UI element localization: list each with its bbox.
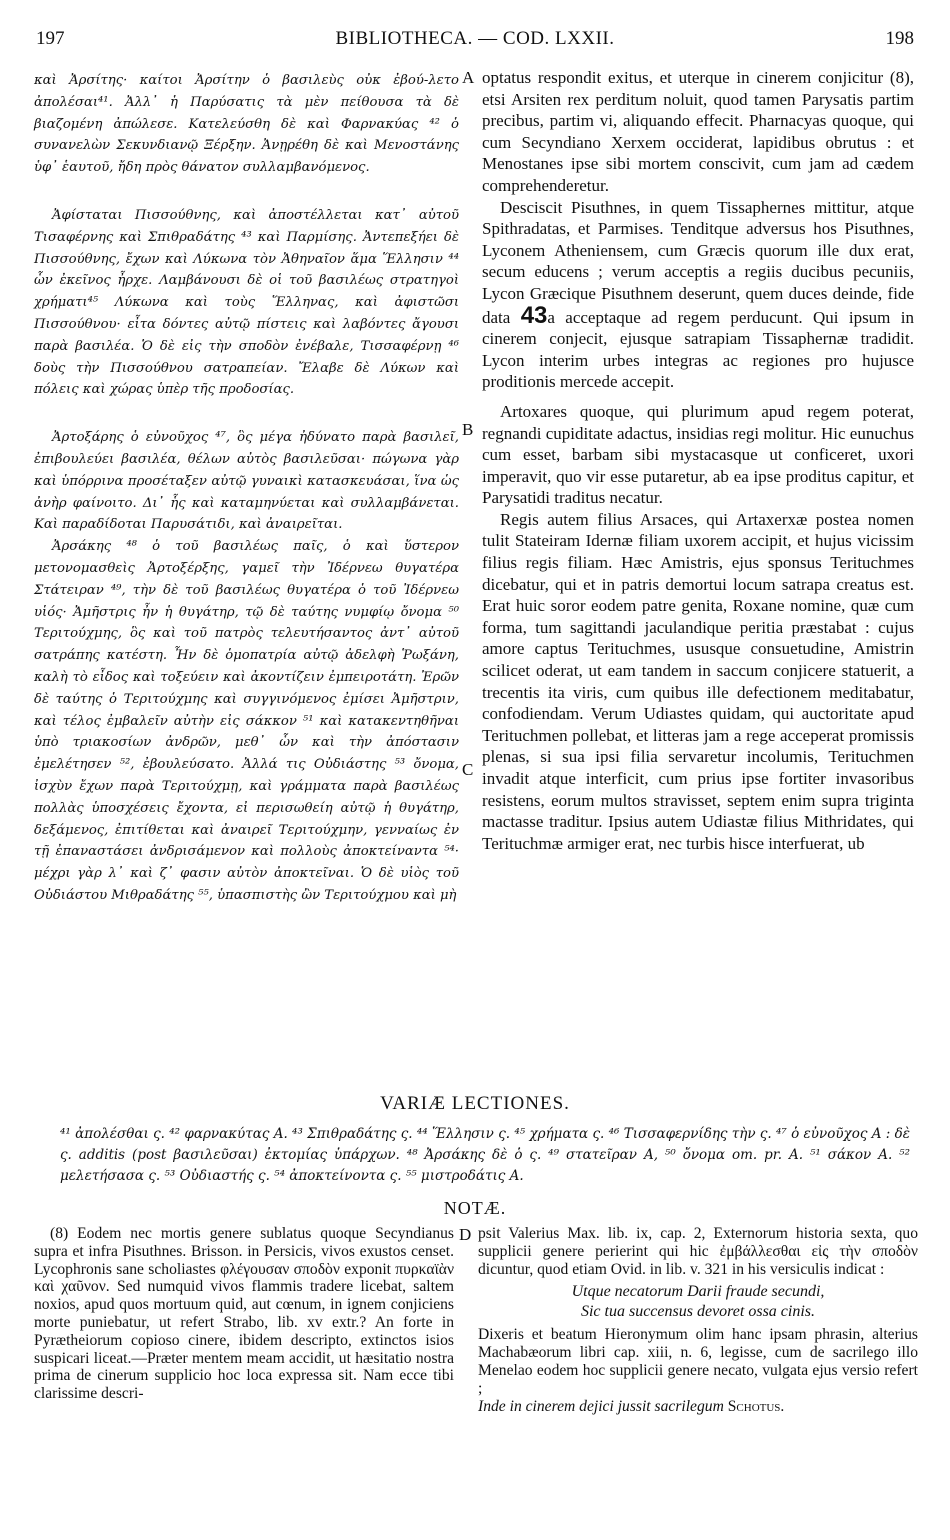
greek-paragraph-3: Ἀρτοξάρης ὁ εὐνοῦχος ⁴⁷, ὃς μέγα ἠδύνατο παρὰ βασιλεῖ, ἐπιβουλεύει βασιλέα, θέλων αὐτὸς βασιλεῦσαι· πώγωνα γὰρ καὶ ὑπόρρινα προσέταξεν αὐτῷ γυναικὶ κατασκευάσαι, ἵνα ὡς ἀνὴρ φαίνοιτο. Δι᾽ ἧς καὶ καταμηνύεται καὶ συλλαμβάνεται. Καὶ παραδίδοται Παρυσάτιδι, καὶ ἀναιρεῖται.: [34, 430, 459, 533]
note-quotation: [478, 1398, 918, 1416]
greek-column: [34, 70, 459, 907]
notae-heading: NOTÆ.: [443, 1198, 507, 1218]
verse-line-2: Sic tua succensus devoret ossa cinis.: [580, 1303, 816, 1321]
margin-letter-b: B: [462, 420, 474, 439]
quotation-text: Inde in cinerem dejici jussit sacrilegum: [478, 1397, 724, 1415]
page-number-right: 198: [885, 28, 914, 49]
latin-paragraph-4: Regis autem filius Arsaces, qui Artaxerxæ postea nomen tulit Stateiram Idernæ filiam uxorem accipit, et hujus vicissim filius regis filiam. Hæc Amistris, ejus sponsus Terituchmes dicebatur, qui et in patris demortui locum satrapa creatus est. Erat huic soror eodem patre genita, Roxane nomine, quæ cum forma, tum sagittandi jaculandique peritia præstabat : cujus amore captus Terituchmes, ususque consuetudine, Amistrin scilicet oderat, ut eam tandem in saccum conjicere statuerit, a trecentis ita viris, cum quibus ille defectionem meditabatur, confodiendam. Verum Udiastes quidam, qui auctoritate apud Terituchmen pollebat, et litteras jam a rege acceperat promissis plenas, si sua ipsi filia servaretur incolumis, Terituchmen invadit atque interficit, cum prius ipse fortiter invasoribus resistens, eorum multos stravisset, septem enim supra triginta mactasse traditur. Ipsius autem Udiastæ filius Mithridates, qui Terituchmæ armiger erat, nec turbis hisce interfuerat, ub: [482, 509, 914, 853]
greek-paragraph-1: καὶ Ἀρσίτης· καίτοι Ἀρσίτην ὁ βασιλεὺς οὐκ ἐβού-λετο ἀπολέσαι⁴¹. Ἀλλ᾽ ἡ Παρύσατις τὰ μὲν πείθουσα τὰ δὲ βιαζομένη ἀπώλεσε. Κατελεύσθη δὲ καὶ Φαρνακύας ⁴² ὁ συνανελὼν Σεκυνδιανῷ Ξέρξην. Ἀνῃρέθη δὲ καὶ Μενοστάνης ὑφ᾽ ἑαυτοῦ, ἤδη πρὸς θάνατον συλλαμβανόμενος.: [34, 73, 459, 176]
quotation-author: Schotus.: [727, 1397, 785, 1415]
latin-paragraph-2: [482, 197, 914, 393]
note-continuation: psit Valerius Max. lib. ix, cap. 2, Externorum historia sexta, quo supplicii genere perierint qui hic ἐμβάλλεσθαι εἰς τὴν σποδὸν dicuntur, quod etiam Ovid. in lib. v. 321 in his versiculis indicat :: [478, 1225, 918, 1278]
latin-paragraph-2-end: acceptaque ad regem perducunt. Qui ipsum in cinerem conjecit, ejusque satrapiam Tissaphernæ tradidit. Lycon interim urbes integras ac regiones pro hujusce proditionis mercede accepit.: [482, 307, 914, 392]
margin-letter-a: A: [462, 68, 475, 87]
section-number-suffix: a: [547, 307, 555, 327]
notae-left-column: [34, 1225, 454, 1403]
note-closing: Dixeris et beatum Hieronymum olim hanc ipsam phrasin, alterius Machabæorum libri cap. xiii, n. 6, legisse, cum de sacrilego illo Menelao eodem hoc supplicii genere necato, vulgata ejus versio refert ;: [478, 1326, 918, 1397]
margin-letter-c: C: [462, 760, 474, 779]
latin-column: [482, 67, 914, 854]
greek-paragraph-4: Ἀρσάκης ⁴⁸ ὁ τοῦ βασιλέως παῖς, ὁ καὶ ὕστερον μετονομασθεὶς Ἀρτοξέρξης, γαμεῖ τὴν Ἰδέρνεω θυγατέρα Στάτειραν ⁴⁹, τὴν δὲ τοῦ βασιλέως θυγατέρα ὁ τοῦ Ἰδέρνεω υἱός· Ἀμῆστρις ἦν ἡ θυγάτηρ, τῷ δὲ ταύτης νυμφίῳ ὄνομα ⁵⁰ Τεριτούχμης, ὃς καὶ τοῦ πατρὸς τελευτήσαντος ἀντ᾽ αὐτοῦ σατράπης κατέστη. Ἦν δὲ ὁμοπατρία αὐτῷ ἀδελφὴ Ῥωξάνη, καλὴ τὸ εἶδος καὶ τοξεύειν καὶ ἀκοντίζειν ἐμπειροτάτη. Ἐρῶν δὲ ταύτης ὁ Τεριτούχμης καὶ συγγινόμενος ἐμίσει Ἀμῆστριν, καὶ τέλος ἐμβαλεῖν αὐτὴν εἰς σάκκον ⁵¹ καὶ κατακεντηθῆναι ὑπὸ τριακοσίων ἀνδρῶν, μεθ᾽ ὧν καὶ τὴν ἀπόστασιν ἐμελέτησεν ⁵², ἐβουλεύσατο. Ἀλλά τις Οὐδιάστης ⁵³ ὄνομα, ἰσχὺν ἔχων παρὰ Τεριτούχμῃ, καὶ γράμματα παρὰ βασιλέως πολλὰς ὑποσχέσεις ἔχοντα, εἰ περισωθείη αὐτῷ ἡ θυγάτηρ, δεξάμενος, ἐπιτίθεται καὶ ἀναιρεῖ Τεριτούχμην, γενναίως ἐν τῇ ἐπαναστάσει ἀνδρισάμενον καὶ πολλοὺς ἀποκτείναντα ⁵⁴· μέχρι γὰρ λ᾽ καὶ ζ᾽ φασιν αὐτὸν ἀποκτεῖναι. Ὁ δὲ υἱὸς τοῦ Οὐδιάστου Μιθραδάτης ⁵⁵, ὑπασπιστὴς ὢν Τεριτούχμου καὶ μὴ: [34, 539, 459, 903]
margin-letter-d: D: [459, 1225, 472, 1244]
latin-paragraph-3: Artoxares quoque, qui plurimum apud regem poterat, regnandi cupiditate adactus, insidias regi molitur. Hic eunuchus cum esset, barbam sibi mystacasque ut conficeret, uxori imperavit, quo vir esse putaretur, ab ea ipse proditus capitur, et Parysatidi traditus necatur.: [482, 401, 914, 508]
page-number-left: 197: [36, 28, 65, 49]
running-title: BIBLIOTHECA. — COD. LXXII.: [335, 28, 615, 49]
latin-paragraph-2-start: Desciscit Pisuthnes, in quem Tissaphernes mittitur, atque Spithradatas, et Parmises. Tenditque adversus hos Pisuthnes, Lyconem Atheniensem, cum Græcis quorum ille dux erat, secum educens ; verum acceptis a regiis ducibus pecuniis, Lycon Græcique Pisuthnem deserunt, quem duces deinde, fide data: [482, 197, 914, 327]
greek-paragraph-2: Ἀφίσταται Πισσούθνης, καὶ ἀποστέλλεται κατ᾽ αὐτοῦ Τισαφέρνης καὶ Σπιθραδάτης ⁴³ καὶ Παρμίσης. Ἀντεπεξήει δὲ Πισσούθνης, ἔχων καὶ Λύκωνα τὸν Ἀθηναῖον ἅμα Ἕλλησιν ⁴⁴ ὧν ἐκεῖνος ἦρχε. Λαμβάνουσι δὲ οἱ τοῦ βασιλέως στρατηγοὶ χρήματι⁴⁵ Λύκωνα καὶ τοὺς Ἕλληνας, καὶ ἀφιστῶσι Πισσούθνου· εἶτα δόντες αὐτῷ πίστεις καὶ λαβόντες ἄγουσι παρὰ βασιλέα. Ὁ δὲ εἰς τὴν σποδὸν ἐνέβαλε, Τισσαφέρνῃ ⁴⁶ δοὺς τὴν Πισσούθνου σατραπείαν. Ἔλαβε δὲ Λύκων καὶ πόλεις καὶ χώρας ὑπὲρ τῆς προδοσίας.: [34, 207, 459, 398]
section-number: 43: [520, 301, 548, 329]
variae-lectiones-heading: VARIÆ LECTIONES.: [380, 1093, 570, 1114]
verse-line-1: Utque necatorum Darii fraude secundi,: [571, 1283, 825, 1301]
note-8: (8) Eodem nec mortis genere sublatus quoque Secyndianus supra et infra Pisuthnes. Brisson. in Persicis, vivos exustos censet. Lycophronis sane scholiastes φλέγουσαν σποδὸν exponit πυρκαϊὰν καὶ χαῦνον. Sed numquid vivos flammis tradere licebat, saltem noxios, apud quos mortuum quid, aut cœnum, in ignem conjiciens morte puniebatur, ut refert Strabo, lib. xv extr.? An forte in Pyrætheiorum copioso cinere, ibidem descripto, extinctos isios suspicari liceat.—Præter mentem meam accidit, ut hæsitatio nostra prima de cinerum supplicio hoc loca expressa sit. Nam ecce tibi clarissime descri-: [34, 1225, 454, 1403]
notae-right-column: [478, 1225, 918, 1415]
running-header: [30, 28, 920, 56]
variae-lectiones-text: ⁴¹ ἀπολέσθαι ς. ⁴² φαρνακύτας A. ⁴³ Σπιθραδάτης ς. ⁴⁴ Ἕλλησιν ς. ⁴⁵ χρήματα ς. ⁴⁶ Τισσαφερνίδης τὴν ς. ⁴⁷ ὁ εὐνοῦχος A : δὲ ς. additis (post βασιλεῦσαι) ἐκτομίας ὑπάρχων. ⁴⁸ Ἀρσάκης δὲ ὁ ς. ⁴⁹ στατεῖραν A, ⁵⁰ ὄνομα om. pr. A. ⁵¹ σάκον A. ⁵² μελετήσασα ς. ⁵³ Οὐδιαστής ς. ⁵⁴ ἀποκτείνοντα ς. ⁵⁵ μιστροδάτις A.: [60, 1126, 910, 1184]
latin-paragraph-1: optatus respondit exitus, et uterque in cinerem conjicitur (8), etsi Arsiten rex perditum noluit, quod tamen Parysatis partim precibus, partim vi, aliquando effecit. Pharnacyas quoque, qui cum Secyndiano Xerxem occiderat, lapidibus obrutus : et Menostanes ipse sibi mortem conscivit, cum jam ad cædem comprehenderetur.: [482, 68, 914, 195]
